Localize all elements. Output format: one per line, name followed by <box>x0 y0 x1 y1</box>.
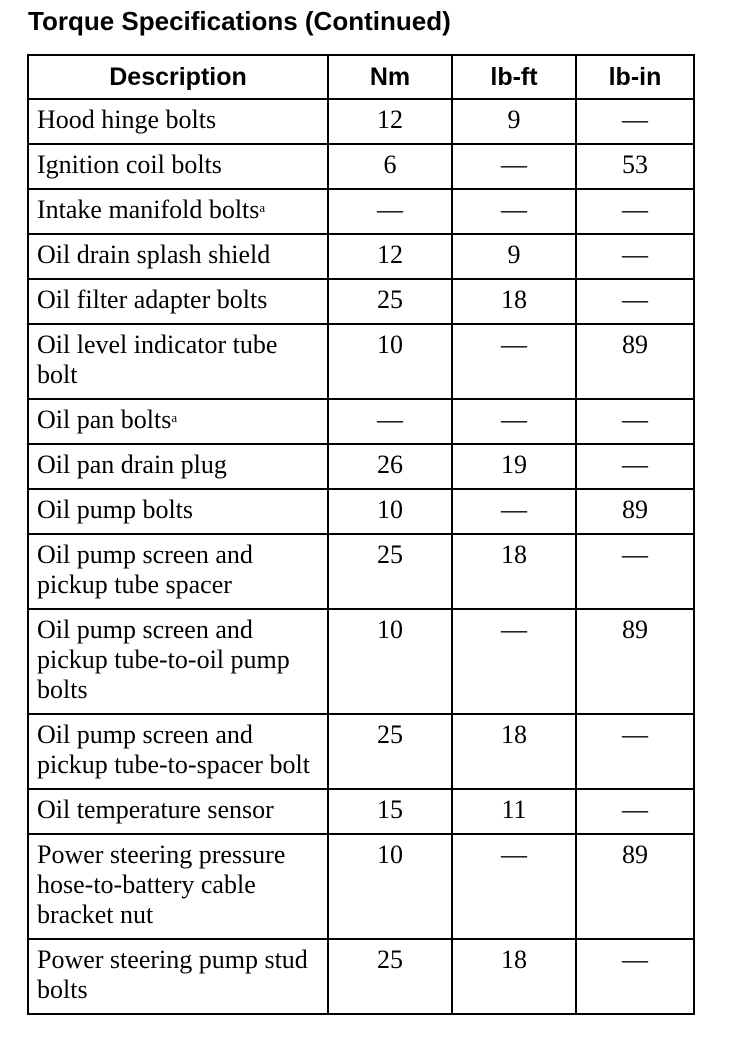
table-row <box>28 834 694 939</box>
description-text: Oil filter adapter bolts <box>37 285 268 314</box>
description-text: Oil pump screen and pickup tube spacer <box>37 540 253 599</box>
nm-cell: 25 <box>328 714 452 789</box>
column-header-description: Description <box>28 55 328 99</box>
nm-cell: 26 <box>328 444 452 489</box>
description-cell <box>28 939 328 1014</box>
description-cell <box>28 144 328 189</box>
description-text: Oil drain splash shield <box>37 240 271 269</box>
description-text: Oil level indicator tube bolt <box>37 330 278 389</box>
lbft-cell: — <box>452 609 576 714</box>
nm-cell: 25 <box>328 534 452 609</box>
nm-cell: 12 <box>328 234 452 279</box>
footnote-marker: a <box>171 410 178 425</box>
nm-cell: 10 <box>328 834 452 939</box>
lbft-cell: — <box>452 324 576 399</box>
nm-cell: 10 <box>328 489 452 534</box>
description-cell <box>28 324 328 399</box>
description-text: Ignition coil bolts <box>37 150 222 179</box>
lbin-cell: 89 <box>576 834 694 939</box>
table-row <box>28 609 694 714</box>
lbin-cell: 89 <box>576 324 694 399</box>
lbin-cell: — <box>576 399 694 444</box>
nm-cell: 25 <box>328 939 452 1014</box>
description-cell <box>28 714 328 789</box>
description-cell <box>28 279 328 324</box>
footnote-marker: a <box>259 200 266 215</box>
lbin-cell: — <box>576 939 694 1014</box>
table-row <box>28 714 694 789</box>
nm-cell: — <box>328 399 452 444</box>
nm-cell: 6 <box>328 144 452 189</box>
nm-cell: 12 <box>328 99 452 144</box>
description-cell <box>28 189 328 234</box>
lbin-cell: — <box>576 444 694 489</box>
lbft-cell: — <box>452 144 576 189</box>
description-cell <box>28 789 328 834</box>
lbft-cell: 9 <box>452 99 576 144</box>
table-row <box>28 279 694 324</box>
description-text: Intake manifold bolts <box>37 195 260 224</box>
page-title: Torque Specifications (Continued) <box>28 6 451 36</box>
lbft-cell: 9 <box>452 234 576 279</box>
table-row <box>28 324 694 399</box>
description-cell <box>28 489 328 534</box>
lbin-cell: — <box>576 99 694 144</box>
lbin-cell: — <box>576 714 694 789</box>
description-text: Hood hinge bolts <box>37 105 217 134</box>
description-text: Oil pan bolts <box>37 405 172 434</box>
lbft-cell: — <box>452 399 576 444</box>
table-row <box>28 144 694 189</box>
column-header-lbft: lb-ft <box>452 55 576 99</box>
description-text: Oil pump bolts <box>37 495 194 524</box>
column-header-nm: Nm <box>328 55 452 99</box>
lbft-cell: 18 <box>452 714 576 789</box>
torque-spec-table <box>27 54 695 1015</box>
table-row <box>28 99 694 144</box>
description-text: Power steering pump stud bolts <box>37 945 308 1004</box>
description-cell <box>28 99 328 144</box>
table-row <box>28 489 694 534</box>
description-text: Oil pump screen and pickup tube-to-spacer bolt <box>37 720 310 779</box>
lbft-cell: 18 <box>452 534 576 609</box>
lbin-cell: — <box>576 534 694 609</box>
lbft-cell: — <box>452 489 576 534</box>
table-row <box>28 534 694 609</box>
lbft-cell: — <box>452 834 576 939</box>
lbin-cell: — <box>576 189 694 234</box>
lbft-cell: 19 <box>452 444 576 489</box>
description-cell <box>28 834 328 939</box>
column-header-lbin: lb-in <box>576 55 694 99</box>
description-text: Power steering pressure hose-to-battery cable bracket nut <box>37 840 286 929</box>
lbin-cell: 89 <box>576 609 694 714</box>
table-row <box>28 939 694 1014</box>
lbin-cell: — <box>576 234 694 279</box>
nm-cell: 15 <box>328 789 452 834</box>
table-header-row <box>28 55 694 99</box>
description-text: Oil temperature sensor <box>37 795 274 824</box>
lbft-cell: 11 <box>452 789 576 834</box>
description-cell <box>28 399 328 444</box>
nm-cell: — <box>328 189 452 234</box>
nm-cell: 10 <box>328 324 452 399</box>
description-cell <box>28 609 328 714</box>
table-row <box>28 234 694 279</box>
description-cell <box>28 444 328 489</box>
nm-cell: 25 <box>328 279 452 324</box>
lbin-cell: 89 <box>576 489 694 534</box>
table-row <box>28 189 694 234</box>
description-cell <box>28 234 328 279</box>
lbft-cell: 18 <box>452 279 576 324</box>
lbin-cell: — <box>576 789 694 834</box>
description-text: Oil pan drain plug <box>37 450 227 479</box>
nm-cell: 10 <box>328 609 452 714</box>
lbft-cell: — <box>452 189 576 234</box>
table-row <box>28 399 694 444</box>
lbin-cell: 53 <box>576 144 694 189</box>
table-row <box>28 789 694 834</box>
description-text: Oil pump screen and pickup tube-to-oil pump bolts <box>37 615 290 704</box>
description-cell <box>28 534 328 609</box>
lbft-cell: 18 <box>452 939 576 1014</box>
lbin-cell: — <box>576 279 694 324</box>
table-row <box>28 444 694 489</box>
